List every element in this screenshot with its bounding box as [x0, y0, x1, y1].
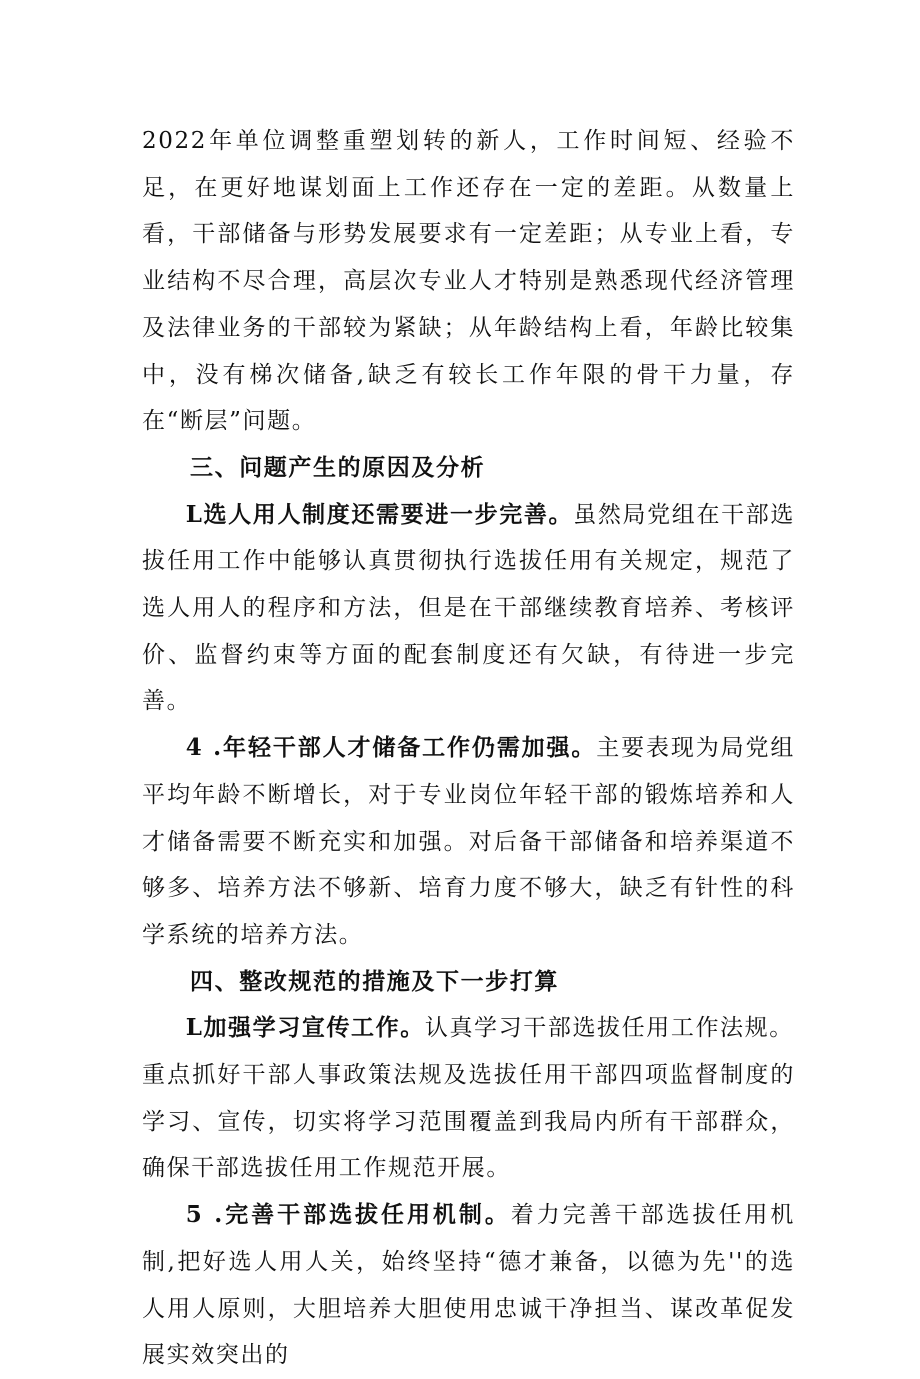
item-young-cadre-reserve	[142, 725, 795, 959]
item-title: L选人用人制度还需要进一步完善。	[185, 500, 574, 528]
item-body: 虽然局党组在干部选拔任用工作中能够认真贯彻执行选拔任用有关规定，规范了选人用人的程序和方法，但是在干部继续教育培养、考核评价、监督约束等方面的配套制度还有欠缺，有待进一步完善。	[142, 501, 795, 715]
section-heading-causes: 三、问题产生的原因及分析	[190, 453, 486, 481]
item-selection-mechanism	[142, 1192, 795, 1379]
item-title: L加强学习宣传工作。	[185, 1014, 425, 1042]
paragraph-text: 2022年单位调整重塑划转的新人，工作时间短、经验不足，在更好地谋划面上工作还存在一定的差距。从数量上看，干部储备与形势发展要求有一定差距；从专业上看，专业结构不尽合理，高层次专业人才特别是熟悉现代经济管理及法律业务的干部较为紧缺；从年龄结构上看，年龄比较集中，没有梯次储备,缺乏有较长工作年限的骨干力量，存在“断层”问题。	[142, 128, 795, 435]
item-system-improvement	[142, 492, 795, 726]
item-title: 4 .年轻干部人才储备工作仍需加强。	[185, 734, 597, 762]
paragraph-study-publicity-continuation	[142, 1052, 795, 1192]
item-title: 5 .完善干部选拔任用机制。	[185, 1201, 511, 1229]
paragraph-text: 重点抓好干部人事政策法规及选拔任用干部四项监督制度的学习、宣传，切实将学习范围覆盖到我局内所有干部群众，确保干部选拔任用工作规范开展。	[142, 1062, 795, 1182]
item-body: 着力完善干部选拔任用机制,把好选人用人关，始终坚持“德才兼备，以德为先''的选人用人原则，大胆培养大胆使用忠诚干净担当、谋改革促发展实效突出的	[142, 1202, 795, 1369]
item-body: 认真学习干部选拔任用工作法规。	[424, 1015, 794, 1042]
item-body: 主要表现为局党组平均年龄不断增长，对于专业岗位年轻干部的锻炼培养和人才储备需要不断充实和加强。对后备干部储备和培养渠道不够多、培养方法不够新、培育力度不够大，缺乏有针性的科学系统的培养方法。	[142, 735, 795, 948]
item-study-publicity	[142, 1005, 795, 1052]
section-heading-measures: 四、整改规范的措施及下一步打算	[190, 967, 559, 995]
paragraph-cadre-shortage	[142, 118, 795, 445]
